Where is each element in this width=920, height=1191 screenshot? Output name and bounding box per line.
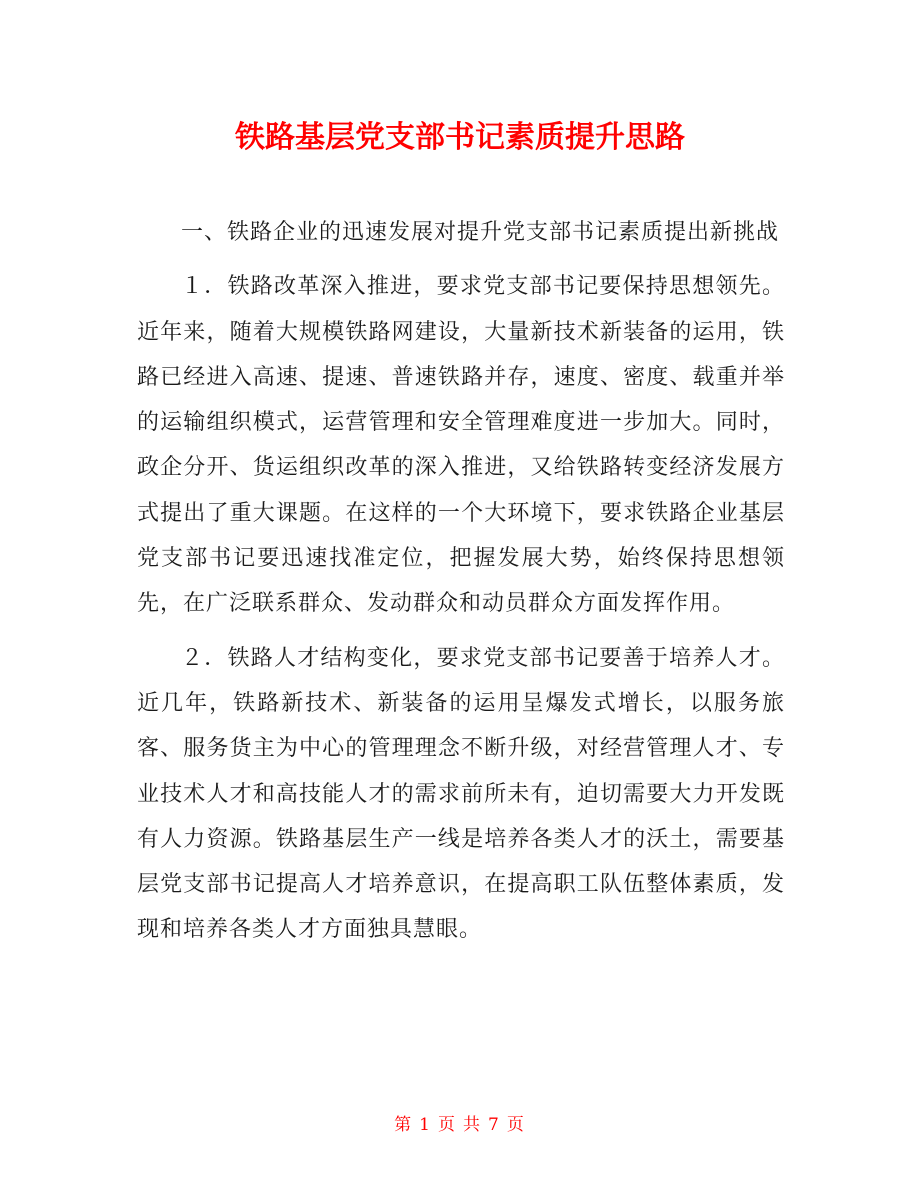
footer-total-unit: 页 (506, 1115, 526, 1135)
document-body (137, 210, 785, 953)
footer-total-pages: 7 (488, 1115, 501, 1135)
section-heading: 一、铁路企业的迅速发展对提升党支部书记素质提出新挑战 (181, 220, 780, 245)
paragraph: １．铁路改革深入推进，要求党支部书记要保持思想领先。近年来，随着大规模铁路网建设，大量新技术新装备的运用，铁路已经进入高速、提速、普速铁路并存，速度、密度、载重并举的运输组织模式，运营管理和安全管理难度进一步加大。同时，政企分开、货运组织改革的深入推进，又给铁路转变经济发展方式提出了重大课题。在这样的一个大环境下，要求铁路企业基层党支部书记要迅速找准定位，把握发展大势，始终保持思想领先，在广泛联系群众、发动群众和动员群众方面发挥作用。 (137, 274, 785, 617)
footer-page-label: 第 (394, 1115, 414, 1135)
footer-page-unit: 页 (438, 1115, 457, 1135)
document-title: 铁路基层党支部书记素质提升思路 (235, 120, 685, 155)
footer-total-label: 共 (463, 1115, 482, 1135)
page-footer (0, 1112, 920, 1138)
footer-current-page: 1 (419, 1115, 432, 1135)
paragraph: ２．铁路人才结构变化，要求党支部书记要善于培养人才。近几年，铁路新技术、新装备的运用呈爆发式增长，以服务旅客、服务货主为中心的管理理念不断升级，对经营管理人才、专业技术人才和高技能人才的需求前所未有，迫切需要大力开发既有人力资源。铁路基层生产一线是培养各类人才的沃土，需要基层党支部书记提高人才培养意识，在提高职工队伍整体素质，发现和培养各类人才方面独具慧眼。 (137, 645, 785, 943)
